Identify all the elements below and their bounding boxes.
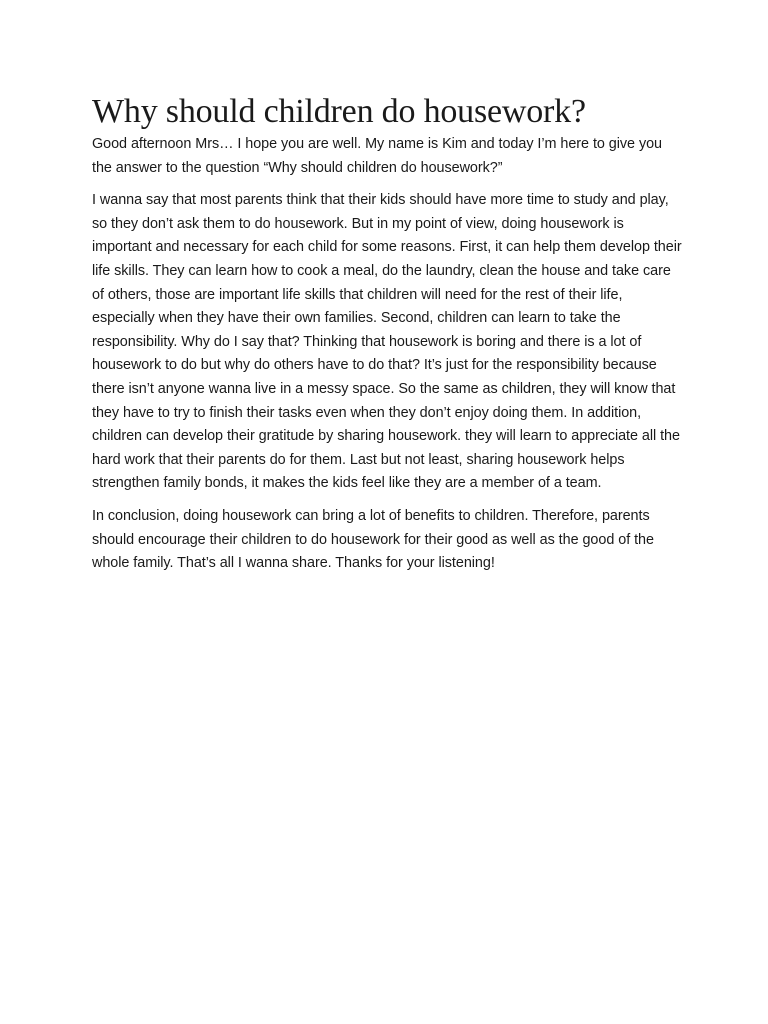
greeting-paragraph: Good afternoon Mrs… I hope you are well. My name is Kim and today I’m here to give you the answer to the question “Why should children do housework?”	[92, 136, 663, 176]
body-paragraph: I wanna say that most parents think that their kids should have more time to study and play, so they don’t ask them to do housework. But in my point of view, doing housework is important and necessary for each child for some reasons. First, it can help them develop their life skills. They can learn how to cook a meal, do the laundry, clean the house and take care of others, those are important life skills that children will need for the rest of their life, especially when they have their own families. Second, children can learn to take the responsibility. Why do I say that? Thinking that housework is boring and there is a lot of housework to do but why do others have to do that? It’s just for the responsibility because there isn’t anyone wanna live in a messy space. So the same as children, they will know that they have to try to finish their tasks even when they don’t enjoy doing them. In addition, children can develop their gratitude by sharing housework. they will learn to appreciate all the hard work that their parents do for them. Last but not least, sharing housework helps strengthen family bonds, it makes the kids feel like they are a member of a team.	[92, 192, 682, 492]
document-body	[92, 92, 682, 585]
conclusion-paragraph: In conclusion, doing housework can bring a lot of benefits to children. Therefore, parents should encourage their children to do housework for their good as well as the good of the whole family. That’s all I wanna share. Thanks for your listening!	[92, 507, 654, 572]
document-title: Why should children do housework?	[92, 93, 586, 130]
